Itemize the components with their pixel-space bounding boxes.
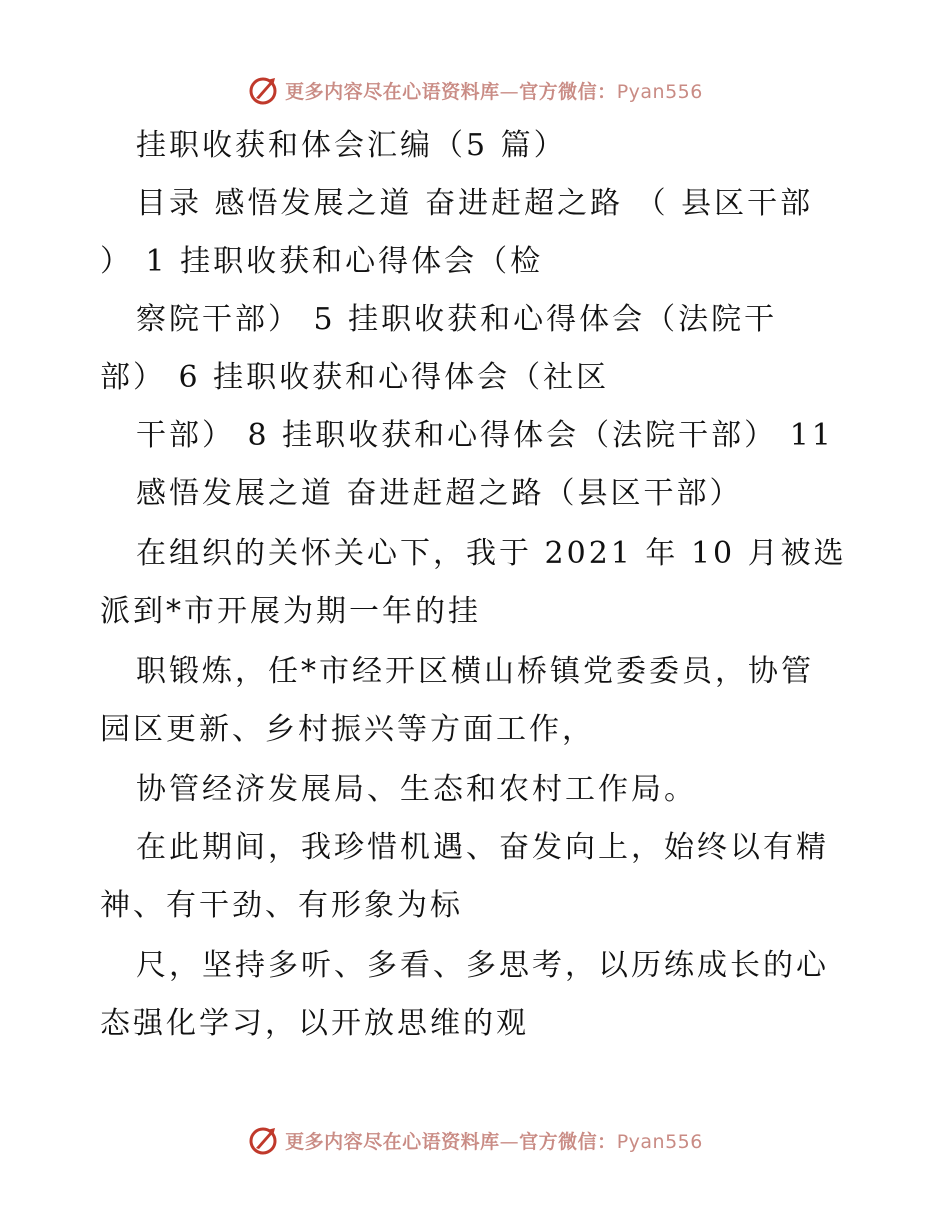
watermark-text: 更多内容尽在心语资料库: [285, 80, 500, 103]
paragraph-line: 尺，坚持多听、多看、多思考，以历练成长的心: [136, 948, 829, 983]
watermark-wechat-id: Pyan556: [616, 80, 703, 103]
watermark-official: 官方微信：: [519, 1130, 617, 1153]
watermark-wechat-id: Pyan556: [616, 1130, 703, 1153]
paragraph-line: 神、有干劲、有形象为标: [100, 888, 463, 923]
watermark-text: 更多内容尽在心语资料库: [285, 1130, 500, 1153]
paragraph-line: 在此期间，我珍惜机遇、奋发向上，始终以有精: [136, 830, 829, 865]
paragraph-line: 派到*市开展为期一年的挂: [100, 594, 481, 629]
paragraph-line: 在组织的关怀关心下，我于 2021 年 10 月被选: [136, 536, 847, 571]
footer-watermark: [0, 1120, 950, 1160]
paragraph-line: 职锻炼，任*市经开区横山桥镇党委委员，协管: [136, 654, 814, 689]
watermark-separator: —: [499, 1130, 520, 1153]
header-watermark: [0, 70, 950, 110]
toc-line: 目录 感悟发展之道 奋进赶超之路 （ 县区干部: [136, 186, 814, 221]
toc-line: 部） 6 挂职收获和心得体会（社区: [100, 360, 610, 395]
toc-line: 察院干部） 5 挂职收获和心得体会（法院干: [136, 302, 778, 337]
paragraph-line: 园区更新、乡村振兴等方面工作，: [100, 712, 595, 747]
paragraph-line: 协管经济发展局、生态和农村工作局。: [136, 772, 697, 807]
paragraph-line: 态强化学习，以开放思维的观: [100, 1006, 529, 1041]
quill-logo-icon: [247, 1124, 279, 1156]
watermark-separator: —: [499, 80, 520, 103]
quill-logo-icon: [247, 74, 279, 106]
watermark-official: 官方微信：: [519, 80, 617, 103]
section-heading: 感悟发展之道 奋进赶超之路（县区干部）: [136, 476, 743, 511]
toc-line: 干部） 8 挂职收获和心得体会（法院干部） 11: [136, 418, 834, 453]
toc-line: ） 1 挂职收获和心得体会（检: [100, 244, 544, 279]
document-title: 挂职收获和体会汇编（5 篇）: [136, 128, 567, 163]
